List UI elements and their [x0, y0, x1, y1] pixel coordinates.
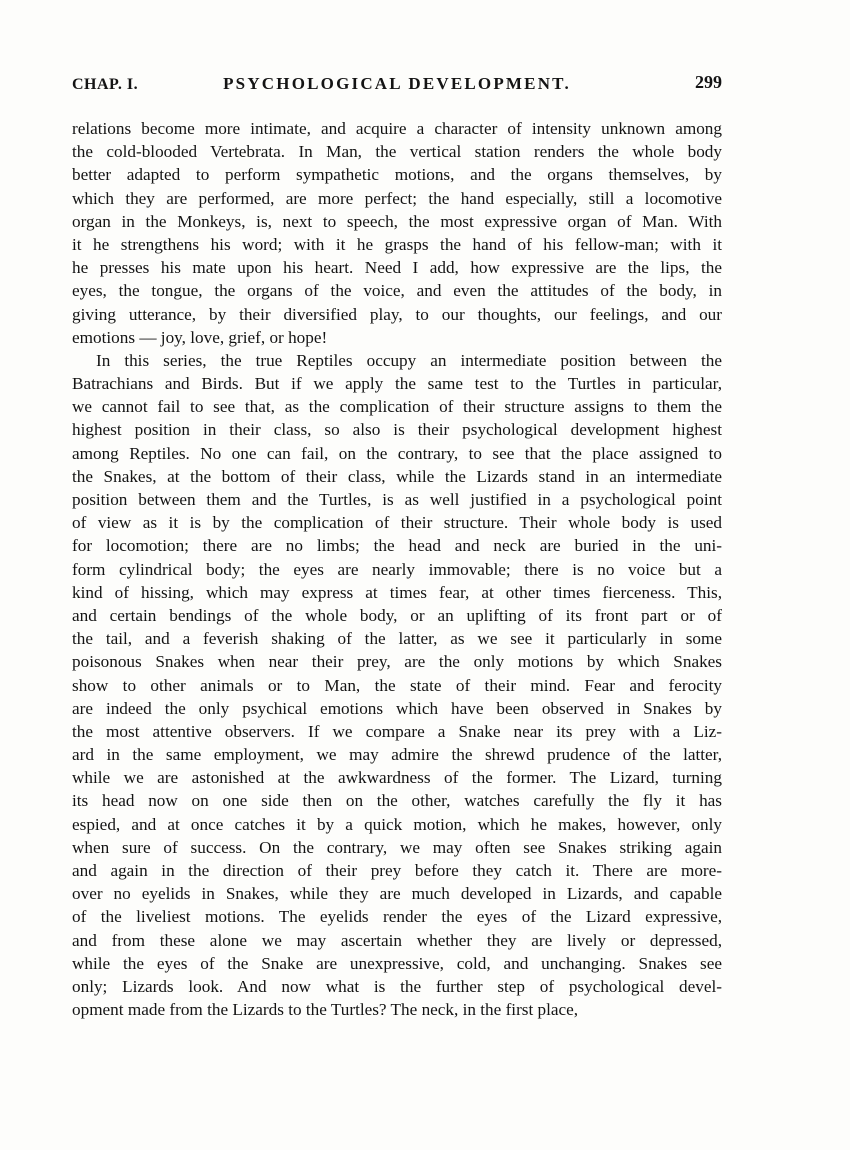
text-line: only; Lizards look. And now what is the further step of psychological devel-: [72, 976, 722, 996]
page-number: 299: [695, 72, 722, 92]
text-line: show to other animals or to Man, the state of their mind. Fear and ferocity: [72, 675, 722, 695]
text-line: over no eyelids in Snakes, while they are much developed in Lizards, and capable: [72, 884, 722, 904]
running-title: PSYCHOLOGICAL DEVELOPMENT.: [223, 74, 571, 93]
text-line: espied, and at once catches it by a quick motion, which he makes, however, only: [72, 814, 722, 834]
text-line: while we are astonished at the awkwardness of the former. The Lizard, turning: [72, 768, 722, 788]
text-line: opment made from the Lizards to the Turtles? The neck, in the first place,: [72, 1000, 579, 1020]
text-line: while the eyes of the Snake are unexpressive, cold, and unchanging. Snakes see: [72, 953, 722, 973]
text-line: poisonous Snakes when near their prey, are the only motions by which Snakes: [72, 652, 722, 672]
text-line: among Reptiles. No one can fail, on the contrary, to see that the place assigned to: [72, 443, 722, 463]
text-line: and certain bendings of the whole body, or an uplifting of its front part or of: [72, 605, 722, 625]
text-line: giving utterance, by their diversified play, to our thoughts, our feelings, and our: [72, 304, 722, 324]
text-line: are indeed the only psychical emotions which have been observed in Snakes by: [72, 698, 722, 718]
text-line: better adapted to perform sympathetic motions, and the organs themselves, by: [72, 165, 722, 185]
text-line: form cylindrical body; the eyes are nearly immovable; there is no voice but a: [72, 559, 722, 579]
text-line: it he strengthens his word; with it he grasps the hand of his fellow-man; with it: [72, 234, 722, 254]
text-line: of the liveliest motions. The eyelids render the eyes of the Lizard expressive,: [72, 907, 722, 927]
text-line: the tail, and a feverish shaking of the latter, as we see it particularly in some: [72, 629, 722, 649]
paragraph: [72, 117, 722, 349]
text-line: and again in the direction of their prey before they catch it. There are more-: [72, 861, 722, 880]
text-line: he presses his mate upon his heart. Need I add, how expressive are the lips, the: [72, 258, 722, 278]
text-line: we cannot fail to see that, as the complication of their structure assigns to them the: [72, 397, 722, 417]
text-line: eyes, the tongue, the organs of the voice, and even the attitudes of the body, in: [72, 281, 722, 301]
text-line: In this series, the true Reptiles occupy an intermediate position between the: [96, 350, 722, 370]
text-line: which they are performed, are more perfect; the hand especially, still a locomotive: [72, 188, 722, 208]
text-line: kind of hissing, which may express at times fear, at other times fierceness. This,: [72, 582, 722, 602]
text-line: its head now on one side then on the other, watches carefully the fly it has: [72, 791, 722, 811]
body-text: [72, 117, 722, 1021]
text-line: highest position in their class, so also is their psychological development highest: [72, 420, 722, 440]
text-line: for locomotion; there are no limbs; the head and neck are buried in the uni-: [72, 536, 722, 556]
text-line: emotions — joy, love, grief, or hope!: [72, 327, 328, 347]
text-line: and from these alone we may ascertain whether they are lively or depressed,: [72, 930, 722, 950]
text-line: relations become more intimate, and acquire a character of intensity unknown among: [72, 119, 722, 138]
text-line: the most attentive observers. If we compare a Snake near its prey with a Liz-: [72, 721, 722, 741]
text-line: position between them and the Turtles, is as well justified in a psychological point: [72, 490, 722, 509]
running-head: [72, 72, 722, 96]
text-line: when sure of success. On the contrary, we may often see Snakes striking again: [72, 837, 722, 857]
text-line: the Snakes, at the bottom of their class, while the Lizards stand in an intermediate: [72, 466, 722, 486]
text-line: organ in the Monkeys, is, next to speech, the most expressive organ of Man. With: [72, 211, 722, 231]
paragraph: [72, 349, 722, 1021]
text-line: the cold-blooded Vertebrata. In Man, the vertical station renders the whole body: [72, 142, 722, 162]
chapter-label: CHAP. I.: [72, 76, 139, 93]
text-line: Batrachians and Birds. But if we apply the same test to the Turtles in particular,: [72, 374, 722, 394]
text-line: of view as it is by the complication of their structure. Their whole body is used: [72, 513, 722, 533]
text-line: ard in the same employment, we may admire the shrewd prudence of the latter,: [72, 745, 722, 765]
